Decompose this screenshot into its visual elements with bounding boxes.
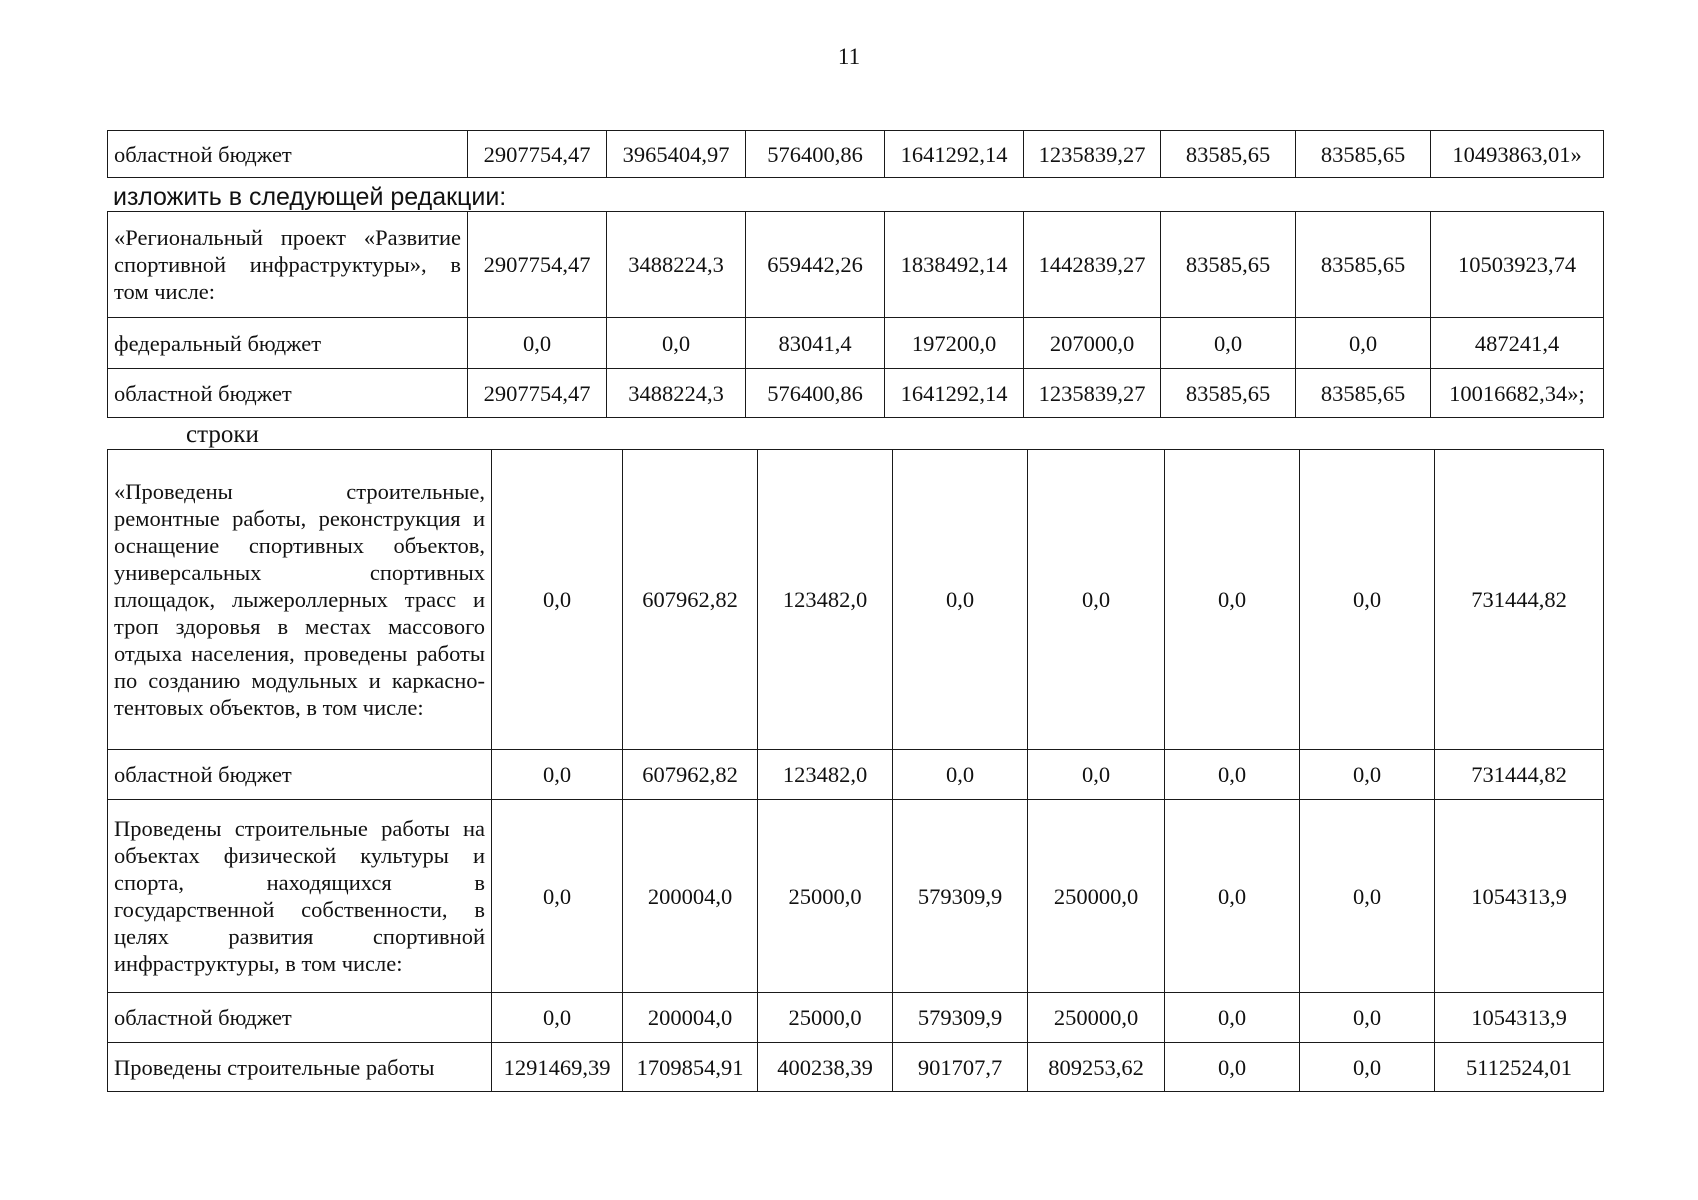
value-cell: 0,0	[492, 993, 623, 1043]
total-cell: 10016682,34»;	[1431, 369, 1604, 418]
table-body	[108, 131, 1604, 178]
value-cell: 576400,86	[746, 131, 885, 178]
row-label: федеральный бюджет	[108, 318, 468, 369]
value-cell: 2907754,47	[468, 131, 607, 178]
value-cell: 1235839,27	[1024, 131, 1161, 178]
row-label: областной бюджет	[108, 993, 492, 1043]
row-label: «Проведены строительные, ремонтные работы, реконструкция и оснащение спортивных объектов, универсальных спортивных площадок, лыжероллерных трасс и троп здоровья в местах массового отдыха населения, проведены работы по созданию модульных и каркасно-тентовых объектов, в том числе:	[108, 450, 492, 750]
table-row	[108, 369, 1604, 418]
row-label: областной бюджет	[108, 131, 468, 178]
value-cell: 0,0	[1165, 1043, 1300, 1092]
value-cell: 0,0	[1300, 800, 1435, 993]
budget-table-old-row	[107, 130, 1604, 178]
value-cell: 0,0	[1161, 318, 1296, 369]
value-cell: 0,0	[492, 800, 623, 993]
value-cell: 25000,0	[758, 993, 893, 1043]
row-label: областной бюджет	[108, 369, 468, 418]
row-label: областной бюджет	[108, 750, 492, 800]
table-row	[108, 318, 1604, 369]
value-cell: 200004,0	[623, 800, 758, 993]
value-cell: 0,0	[1028, 750, 1165, 800]
value-cell: 0,0	[1165, 450, 1300, 750]
total-cell: 5112524,01	[1435, 1043, 1604, 1092]
value-cell: 2907754,47	[468, 212, 607, 318]
value-cell: 250000,0	[1028, 993, 1165, 1043]
value-cell: 1641292,14	[885, 131, 1024, 178]
page-number: 11	[837, 44, 861, 69]
value-cell: 607962,82	[623, 750, 758, 800]
value-cell: 83585,65	[1296, 369, 1431, 418]
value-cell: 1709854,91	[623, 1043, 758, 1092]
value-cell: 0,0	[1165, 993, 1300, 1043]
value-cell: 0,0	[1028, 450, 1165, 750]
value-cell: 1442839,27	[1024, 212, 1161, 318]
value-cell: 659442,26	[746, 212, 885, 318]
value-cell: 0,0	[1300, 993, 1435, 1043]
table-body	[108, 212, 1604, 418]
value-cell: 83585,65	[1161, 212, 1296, 318]
value-cell: 3965404,97	[607, 131, 746, 178]
budget-table-new	[107, 211, 1604, 418]
value-cell: 0,0	[492, 450, 623, 750]
value-cell: 83041,4	[746, 318, 885, 369]
table-body	[108, 450, 1604, 1092]
value-cell: 83585,65	[1296, 131, 1431, 178]
total-cell: 731444,82	[1435, 450, 1604, 750]
value-cell: 0,0	[1300, 450, 1435, 750]
value-cell: 0,0	[1300, 750, 1435, 800]
value-cell: 2907754,47	[468, 369, 607, 418]
row-label: «Региональный проект «Развитие спортивной инфраструктуры», в том числе:	[108, 212, 468, 318]
value-cell: 576400,86	[746, 369, 885, 418]
value-cell: 83585,65	[1161, 131, 1296, 178]
row-label: Проведены строительные работы на объектах физической культуры и спорта, находящихся в государственной собственности, в целях развития спортивной инфраструктуры, в том числе:	[108, 800, 492, 993]
value-cell: 197200,0	[885, 318, 1024, 369]
value-cell: 0,0	[1296, 318, 1431, 369]
total-cell: 731444,82	[1435, 750, 1604, 800]
value-cell: 901707,7	[893, 1043, 1028, 1092]
value-cell: 0,0	[1165, 800, 1300, 993]
instruction-replace: изложить в следующей редакции:	[113, 183, 507, 211]
value-cell: 123482,0	[758, 450, 893, 750]
value-cell: 1291469,39	[492, 1043, 623, 1092]
value-cell: 200004,0	[623, 993, 758, 1043]
value-cell: 1838492,14	[885, 212, 1024, 318]
value-cell: 123482,0	[758, 750, 893, 800]
total-cell: 1054313,9	[1435, 800, 1604, 993]
value-cell: 809253,62	[1028, 1043, 1165, 1092]
total-cell: 10493863,01»	[1431, 131, 1604, 178]
instruction-rows: строки	[186, 421, 259, 448]
table-row	[108, 131, 1604, 178]
table-row	[108, 1043, 1604, 1092]
value-cell: 579309,9	[893, 800, 1028, 993]
value-cell: 0,0	[893, 450, 1028, 750]
value-cell: 0,0	[893, 750, 1028, 800]
table-row	[108, 212, 1604, 318]
value-cell: 1235839,27	[1024, 369, 1161, 418]
value-cell: 1641292,14	[885, 369, 1024, 418]
total-cell: 487241,4	[1431, 318, 1604, 369]
value-cell: 25000,0	[758, 800, 893, 993]
value-cell: 0,0	[492, 750, 623, 800]
value-cell: 0,0	[1165, 750, 1300, 800]
table-row	[108, 450, 1604, 750]
value-cell: 607962,82	[623, 450, 758, 750]
value-cell: 250000,0	[1028, 800, 1165, 993]
value-cell: 3488224,3	[607, 369, 746, 418]
value-cell: 400238,39	[758, 1043, 893, 1092]
row-label: Проведены строительные работы	[108, 1043, 492, 1092]
value-cell: 83585,65	[1161, 369, 1296, 418]
value-cell: 0,0	[1300, 1043, 1435, 1092]
table-row	[108, 750, 1604, 800]
table-row	[108, 993, 1604, 1043]
value-cell: 0,0	[468, 318, 607, 369]
total-cell: 1054313,9	[1435, 993, 1604, 1043]
works-table	[107, 449, 1604, 1092]
value-cell: 0,0	[607, 318, 746, 369]
value-cell: 207000,0	[1024, 318, 1161, 369]
total-cell: 10503923,74	[1431, 212, 1604, 318]
value-cell: 579309,9	[893, 993, 1028, 1043]
value-cell: 83585,65	[1296, 212, 1431, 318]
value-cell: 3488224,3	[607, 212, 746, 318]
table-row	[108, 800, 1604, 993]
